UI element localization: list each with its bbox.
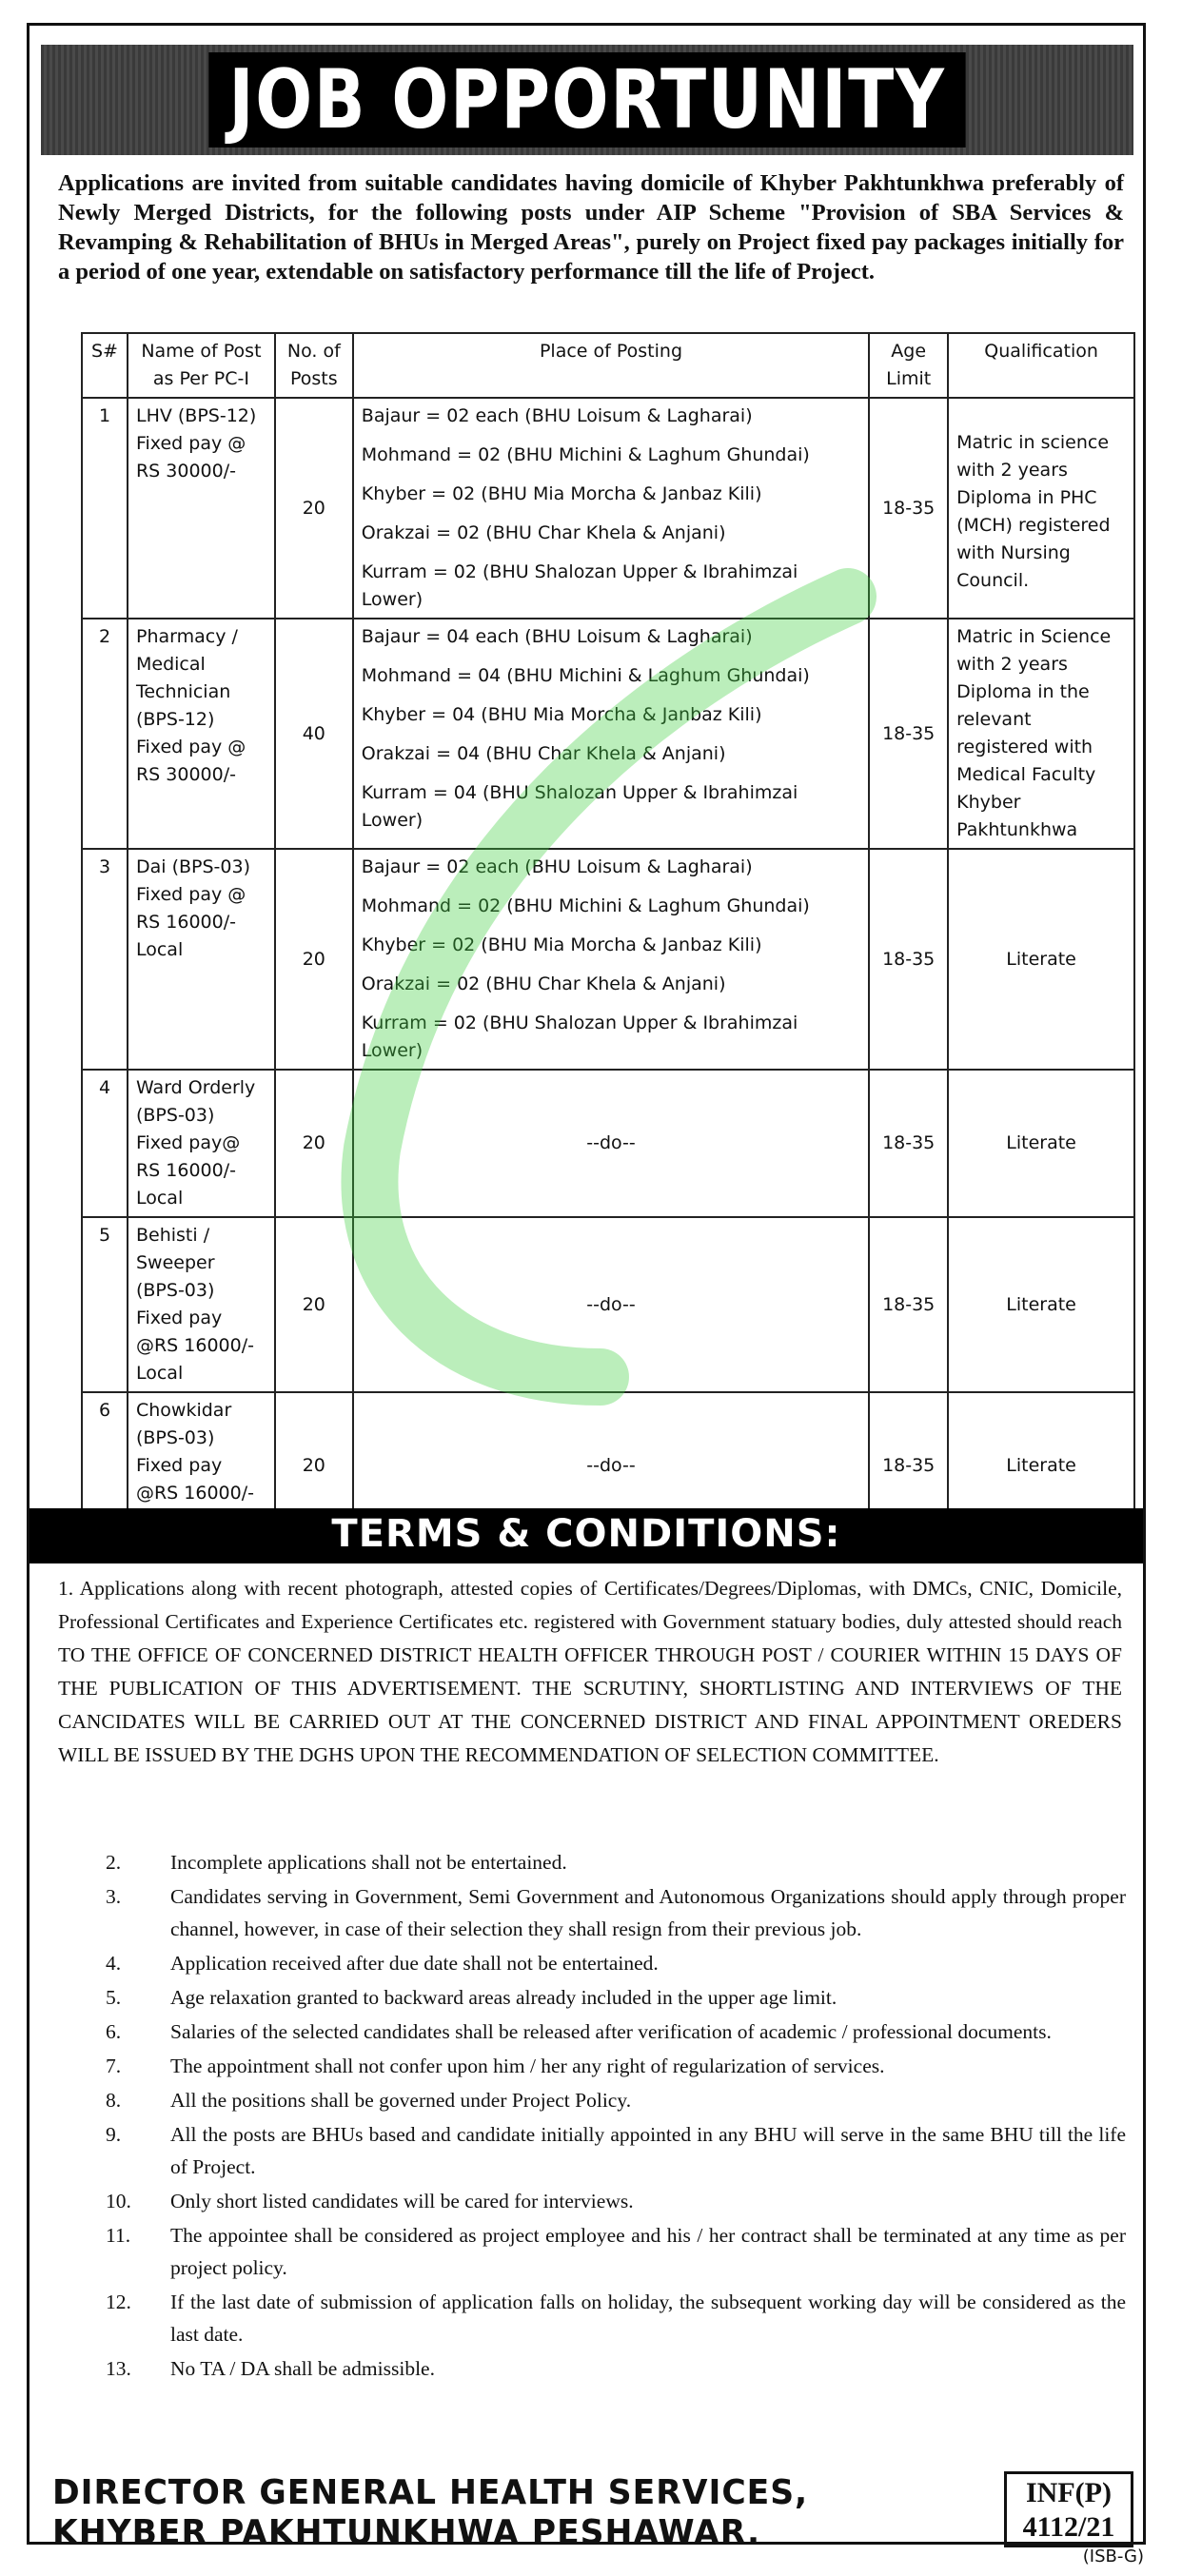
place-line: Mohmand = 02 (BHU Michini & Laghum Ghundai) bbox=[361, 895, 810, 916]
list-item bbox=[106, 2084, 1126, 2116]
terms-header-bar bbox=[30, 1508, 1143, 1563]
list-item bbox=[106, 2118, 1126, 2183]
place-line: Kurram = 02 (BHU Shalozan Upper & Ibrahimzai Lower) bbox=[361, 1013, 798, 1061]
place-line: Bajaur = 04 each (BHU Loisum & Lagharai) bbox=[361, 626, 753, 647]
row-qualification: Literate bbox=[948, 1217, 1134, 1392]
header-age: Age Limit bbox=[869, 333, 948, 398]
item-number: 11. bbox=[106, 2224, 131, 2247]
item-number: 10. bbox=[106, 2190, 131, 2212]
place-line: Mohmand = 04 (BHU Michini & Laghum Ghundai) bbox=[361, 665, 810, 686]
row-place-ditto: --do-- bbox=[353, 1217, 869, 1392]
terms-item-1: 1. Applications along with recent photograph, attested copies of Certificates/Degrees/Diplomas, with DMCs, CNIC, Domicile, Professional Certificates and Experience Certificates etc. registered with Government statuary bodies, duly attested should reach TO THE OFFICE OF CONCERNED DISTRICT HEALTH OFFICER THROUGH POST / COURIER WITHIN 15 DAYS OF THE PUBLICATION OF THIS ADVERTISEMENT. THE SCRUTINY, SHORTLISTING AND INTERVIEWS OF THE CANCIDATES WILL BE CARRIED OUT AT THE CONCERNED DISTRICT AND FINAL APPOINTMENT OREDERS WILL BE ISSUED BY THE DGHS UPON THE RECOMMENDATION OF SELECTION COMMITTEE. bbox=[58, 1577, 1122, 1766]
item-text: Salaries of the selected candidates shall be released after verification of academic / professional documents. bbox=[170, 2020, 1052, 2043]
place-line: Orakzai = 04 (BHU Char Khela & Anjani) bbox=[361, 743, 726, 764]
row-age: 18-35 bbox=[869, 1070, 948, 1217]
terms-list bbox=[106, 1846, 1126, 2387]
inf-reference-box bbox=[1004, 2471, 1133, 2547]
item-text: Candidates serving in Government, Semi Government and Autonomous Organizations should apply through proper channel, however, in case of their selection they shall resign from their previous job. bbox=[170, 1885, 1126, 1940]
posts-table bbox=[81, 332, 1135, 1541]
item-text: All the positions shall be governed under Project Policy. bbox=[170, 2089, 632, 2112]
list-item bbox=[106, 2016, 1126, 2048]
list-item bbox=[106, 2050, 1126, 2082]
table-row bbox=[82, 1217, 1134, 1392]
item-text: Application received after due date shall not be entertained. bbox=[170, 1952, 659, 1975]
place-line: Kurram = 04 (BHU Shalozan Upper & Ibrahimzai Lower) bbox=[361, 782, 798, 831]
row-post-count: 20 bbox=[275, 1070, 353, 1217]
list-item bbox=[106, 1880, 1126, 1945]
item-number: 8. bbox=[106, 2089, 122, 2112]
list-item bbox=[106, 1947, 1126, 1979]
footer bbox=[30, 2471, 1143, 2552]
row-qualification: Literate bbox=[948, 1392, 1134, 1540]
page-title: JOB OPPORTUNITY bbox=[139, 54, 1034, 146]
row-qualification: Literate bbox=[948, 849, 1134, 1070]
place-line: Bajaur = 02 each (BHU Loisum & Lagharai) bbox=[361, 856, 753, 877]
row-post-count: 20 bbox=[275, 398, 353, 619]
item-text: The appointee shall be considered as project employee and his / her contract shall be terminated at any time as per project policy. bbox=[170, 2224, 1126, 2279]
header-sn: S# bbox=[82, 333, 128, 398]
item-text: All the posts are BHUs based and candidate initially appointed in any BHU will serve in the same BHU till the life of Project. bbox=[170, 2123, 1126, 2178]
header-qual: Qualification bbox=[948, 333, 1134, 398]
table-row bbox=[82, 398, 1134, 619]
list-item bbox=[106, 1981, 1126, 2014]
row-post-name: Pharmacy / Medical Technician (BPS-12) Fixed pay @ RS 30000/- bbox=[128, 619, 275, 849]
row-place bbox=[353, 619, 869, 849]
isb-reference: (ISB-G) bbox=[1082, 2547, 1144, 2566]
row-sn: 2 bbox=[82, 619, 128, 849]
item-text: Age relaxation granted to backward areas already included in the upper age limit. bbox=[170, 1986, 837, 2009]
row-qualification: Matric in science with 2 years Diploma in PHC (MCH) registered with Nursing Council. bbox=[948, 398, 1134, 619]
place-line: Mohmand = 02 (BHU Michini & Laghum Ghundai) bbox=[361, 444, 810, 465]
item-text: Only short listed candidates will be cared for interviews. bbox=[170, 2190, 634, 2212]
row-place-ditto: --do-- bbox=[353, 1070, 869, 1217]
place-line: Orakzai = 02 (BHU Char Khela & Anjani) bbox=[361, 522, 726, 543]
row-place bbox=[353, 398, 869, 619]
item-number: 4. bbox=[106, 1952, 122, 1975]
row-post-name: Ward Orderly (BPS-03) Fixed pay@ RS 16000/- Local bbox=[128, 1070, 275, 1217]
item-number: 12. bbox=[106, 2291, 131, 2313]
inf-number: 4112/21 bbox=[1022, 2511, 1115, 2543]
header-count: No. of Posts bbox=[275, 333, 353, 398]
place-line: Khyber = 02 (BHU Mia Morcha & Janbaz Kili) bbox=[361, 934, 762, 955]
item-number: 2. bbox=[106, 1851, 122, 1874]
list-item bbox=[106, 2286, 1126, 2350]
row-post-count: 20 bbox=[275, 849, 353, 1070]
item-text: No TA / DA shall be admissible. bbox=[170, 2357, 435, 2380]
item-text: If the last date of submission of application falls on holiday, the subsequent working day will be considered as the last date. bbox=[170, 2291, 1126, 2346]
item-number: 13. bbox=[106, 2357, 131, 2380]
item-number: 9. bbox=[106, 2123, 122, 2146]
header-name: Name of Post as Per PC-I bbox=[128, 333, 275, 398]
list-item bbox=[106, 2185, 1126, 2217]
place-line: Bajaur = 02 each (BHU Loisum & Lagharai) bbox=[361, 405, 753, 426]
row-age: 18-35 bbox=[869, 849, 948, 1070]
row-place bbox=[353, 849, 869, 1070]
item-number: 7. bbox=[106, 2055, 122, 2077]
item-number: 3. bbox=[106, 1885, 122, 1908]
advertisement-page bbox=[27, 23, 1146, 2552]
row-sn: 5 bbox=[82, 1217, 128, 1392]
row-post-name: Chowkidar (BPS-03) Fixed pay @RS 16000/- bbox=[128, 1392, 275, 1540]
item-number: 5. bbox=[106, 1986, 122, 2009]
item-number: 6. bbox=[106, 2020, 122, 2043]
issuing-authority bbox=[52, 2473, 808, 2553]
list-item bbox=[106, 2219, 1126, 2284]
row-age: 18-35 bbox=[869, 398, 948, 619]
place-line: Khyber = 04 (BHU Mia Morcha & Janbaz Kili) bbox=[361, 704, 762, 725]
row-sn: 4 bbox=[82, 1070, 128, 1217]
item-text: The appointment shall not confer upon him / her any right of regularization of services. bbox=[170, 2055, 885, 2077]
place-line: Khyber = 02 (BHU Mia Morcha & Janbaz Kili) bbox=[361, 483, 762, 504]
table-row bbox=[82, 849, 1134, 1070]
row-post-count: 40 bbox=[275, 619, 353, 849]
list-item bbox=[106, 2352, 1126, 2385]
list-item bbox=[106, 1846, 1126, 1878]
row-place-ditto: --do-- bbox=[353, 1392, 869, 1540]
table-row bbox=[82, 619, 1134, 849]
row-sn: 6 bbox=[82, 1392, 128, 1540]
authority-line-1: DIRECTOR GENERAL HEALTH SERVICES, bbox=[52, 2473, 809, 2512]
table-row bbox=[82, 1070, 1134, 1217]
row-sn: 3 bbox=[82, 849, 128, 1070]
place-line: Orakzai = 02 (BHU Char Khela & Anjani) bbox=[361, 973, 726, 994]
row-age: 18-35 bbox=[869, 1392, 948, 1540]
row-age: 18-35 bbox=[869, 1217, 948, 1392]
row-qualification: Matric in Science with 2 years Diploma in the relevant registered with Medical Faculty Khyber Pakhtunkhwa bbox=[948, 619, 1134, 849]
header-banner bbox=[41, 45, 1133, 155]
authority-line-2: KHYBER PAKHTUNKHWA PESHAWAR. bbox=[52, 2513, 761, 2552]
intro-paragraph: Applications are invited from suitable candidates having domicile of Khyber Pakhtunkhwa preferably of Newly Merged Districts, for the following posts under AIP Scheme "Provision of SBA Services & Revamping & Rehabilitation of BHUs in Merged Areas", purely on Project fixed pay packages initially for a period of one year, extendable on satisfactory performance till the life of Project. bbox=[58, 170, 1124, 285]
row-post-name: LHV (BPS-12) Fixed pay @ RS 30000/- bbox=[128, 398, 275, 619]
row-post-count: 20 bbox=[275, 1217, 353, 1392]
row-post-count: 20 bbox=[275, 1392, 353, 1540]
row-post-name: Behisti / Sweeper (BPS-03) Fixed pay @RS 16000/- Local bbox=[128, 1217, 275, 1392]
inf-label: INF(P) bbox=[1026, 2477, 1112, 2508]
header-place: Place of Posting bbox=[353, 333, 869, 398]
row-age: 18-35 bbox=[869, 619, 948, 849]
row-sn: 1 bbox=[82, 398, 128, 619]
item-text: Incomplete applications shall not be entertained. bbox=[170, 1851, 567, 1874]
table-header-row bbox=[82, 333, 1134, 398]
place-line: Kurram = 02 (BHU Shalozan Upper & Ibrahimzai Lower) bbox=[361, 561, 798, 610]
row-post-name: Dai (BPS-03) Fixed pay @ RS 16000/- Local bbox=[128, 849, 275, 1070]
terms-title: TERMS & CONDITIONS: bbox=[331, 1512, 841, 1556]
row-qualification: Literate bbox=[948, 1070, 1134, 1217]
